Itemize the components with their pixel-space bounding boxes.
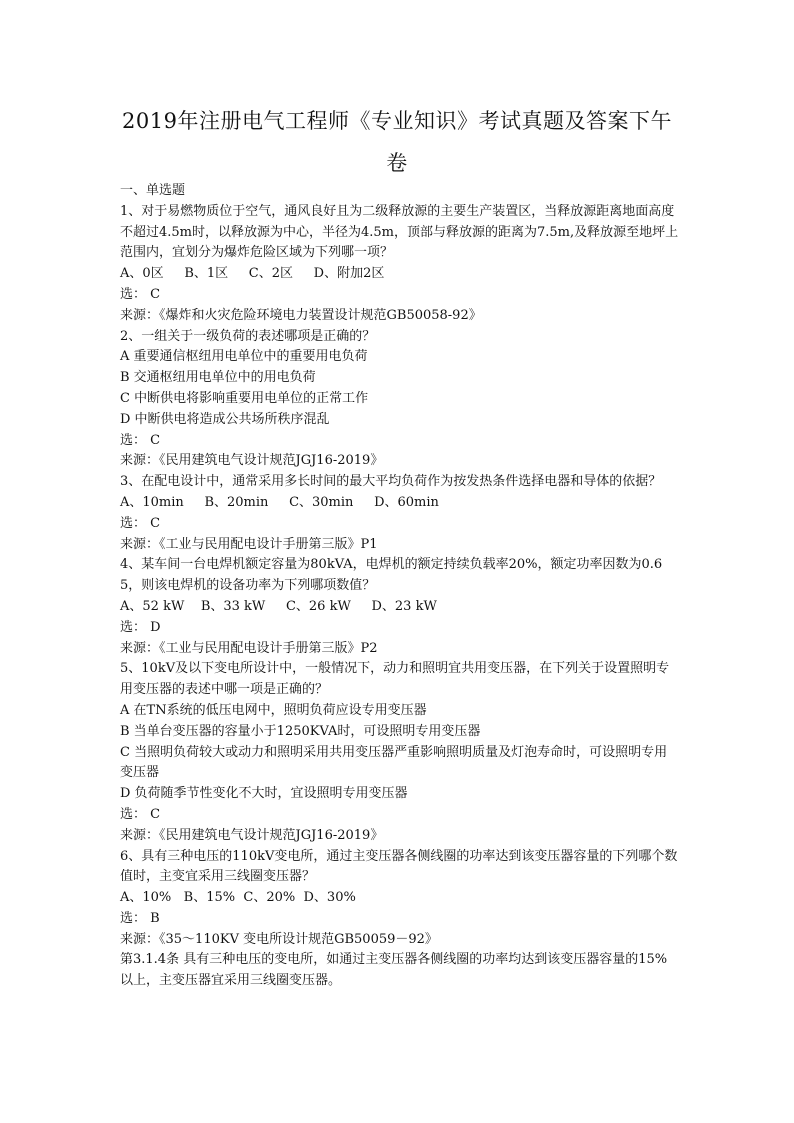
document-body: [120, 181, 680, 992]
title-line-1: 2019年注册电气工程师《专业知识》考试真题及答案下午: [122, 109, 672, 133]
question-5-option-b: B 当单台变压器的容量小于1250KVA时，可设照明专用变压器: [120, 723, 481, 739]
question-6-note: 第3.1.4条 具有三种电压的变电所，如通过主变压器各侧线圈的功率均达到该变压器容量的15%以上，主变压器宜采用三线圈变压器。: [120, 952, 668, 989]
question-3-answer: 选： C: [120, 515, 161, 531]
question-3-stem: 3、在配电设计中，通常采用多长时间的最大平均负荷作为按发热条件选择电器和导体的依据？: [120, 474, 662, 490]
question-5-source: 来源：《民用建筑电气设计规范JGJ16-2019》: [120, 827, 384, 843]
question-5-answer: 选： C: [120, 806, 161, 822]
question-1-answer: 选： C: [120, 286, 161, 302]
question-5-option-a: A 在TN系统的低压电网中，照明负荷应设专用变压器: [120, 702, 427, 718]
question-2-answer: 选： C: [120, 432, 161, 448]
question-2-stem: 2、一组关于一级负荷的表述哪项是正确的？: [120, 328, 376, 344]
question-3-options: A、10min B、20min C、30min D、60min: [120, 494, 439, 510]
question-1-source: 来源：《爆炸和火灾危险环境电力装置设计规范GB50058-92》: [120, 307, 482, 323]
question-6-options: A、10% B、15% C、20% D、30%: [120, 890, 356, 906]
section-heading: 一、单选题: [120, 183, 186, 198]
question-6-stem: 6、具有三种电压的110kV变电所，通过主变压器各侧线圈的功率达到该变压器容量的下列哪个数值时，主变宜采用三线圈变压器？: [120, 848, 678, 885]
question-2-option-c: C 中断供电将影响重要用电单位的正常工作: [120, 390, 369, 406]
question-5-option-c: C 当照明负荷较大或动力和照明采用共用变压器严重影响照明质量及灯泡寿命时，可设照明专用变压器: [120, 744, 668, 781]
question-2-source: 来源：《民用建筑电气设计规范JGJ16-2019》: [120, 453, 384, 469]
title-line-2: 卷: [386, 151, 408, 175]
question-2-option-d: D 中断供电将造成公共场所秩序混乱: [120, 411, 330, 427]
question-4-stem: 4、某车间一台电焊机额定容量为80kVA，电焊机的额定持续负载率20%，额定功率因数为0.65，则该电焊机的设备功率为下列哪项数值？: [120, 557, 663, 594]
question-5-stem: 5、10kV及以下变电所设计中，一般情况下，动力和照明宜共用变压器，在下列关于设置照明专用变压器的表述中哪一项是正确的？: [120, 661, 670, 698]
question-6-source: 来源：《35～110KV 变电所设计规范GB50059－92》: [120, 931, 438, 947]
question-1-options: A、0区 B、1区 C、2区 D、附加2区: [120, 266, 385, 282]
question-4-source: 来源：《工业与民用配电设计手册第三版》P2: [120, 640, 378, 656]
question-4-options: A、52 kW B、33 kW C、26 kW D、23 kW: [120, 598, 437, 614]
question-6-answer: 选： B: [120, 910, 160, 926]
question-2-option-b: B 交通枢纽用电单位中的用电负荷: [120, 370, 316, 386]
question-4-answer: 选： D: [120, 619, 161, 635]
question-5-option-d: D 负荷随季节性变化不大时，宜设照明专用变压器: [120, 786, 408, 802]
question-2-option-a: A 重要通信枢纽用电单位中的重要用电负荷: [120, 349, 368, 365]
question-1-stem: 1、对于易燃物质位于空气，通风良好且为二级释放源的主要生产装置区，当释放源距离地面高度不超过4.5m时，以释放源为中心，半径为4.5m，顶部与释放源的距离为7.5m,及释放源至地坪上范围内，宜划分为爆炸危险区域为下列哪一项？: [120, 203, 679, 261]
document-title: [110, 100, 684, 184]
question-3-source: 来源：《工业与民用配电设计手册第三版》P1: [120, 536, 378, 552]
